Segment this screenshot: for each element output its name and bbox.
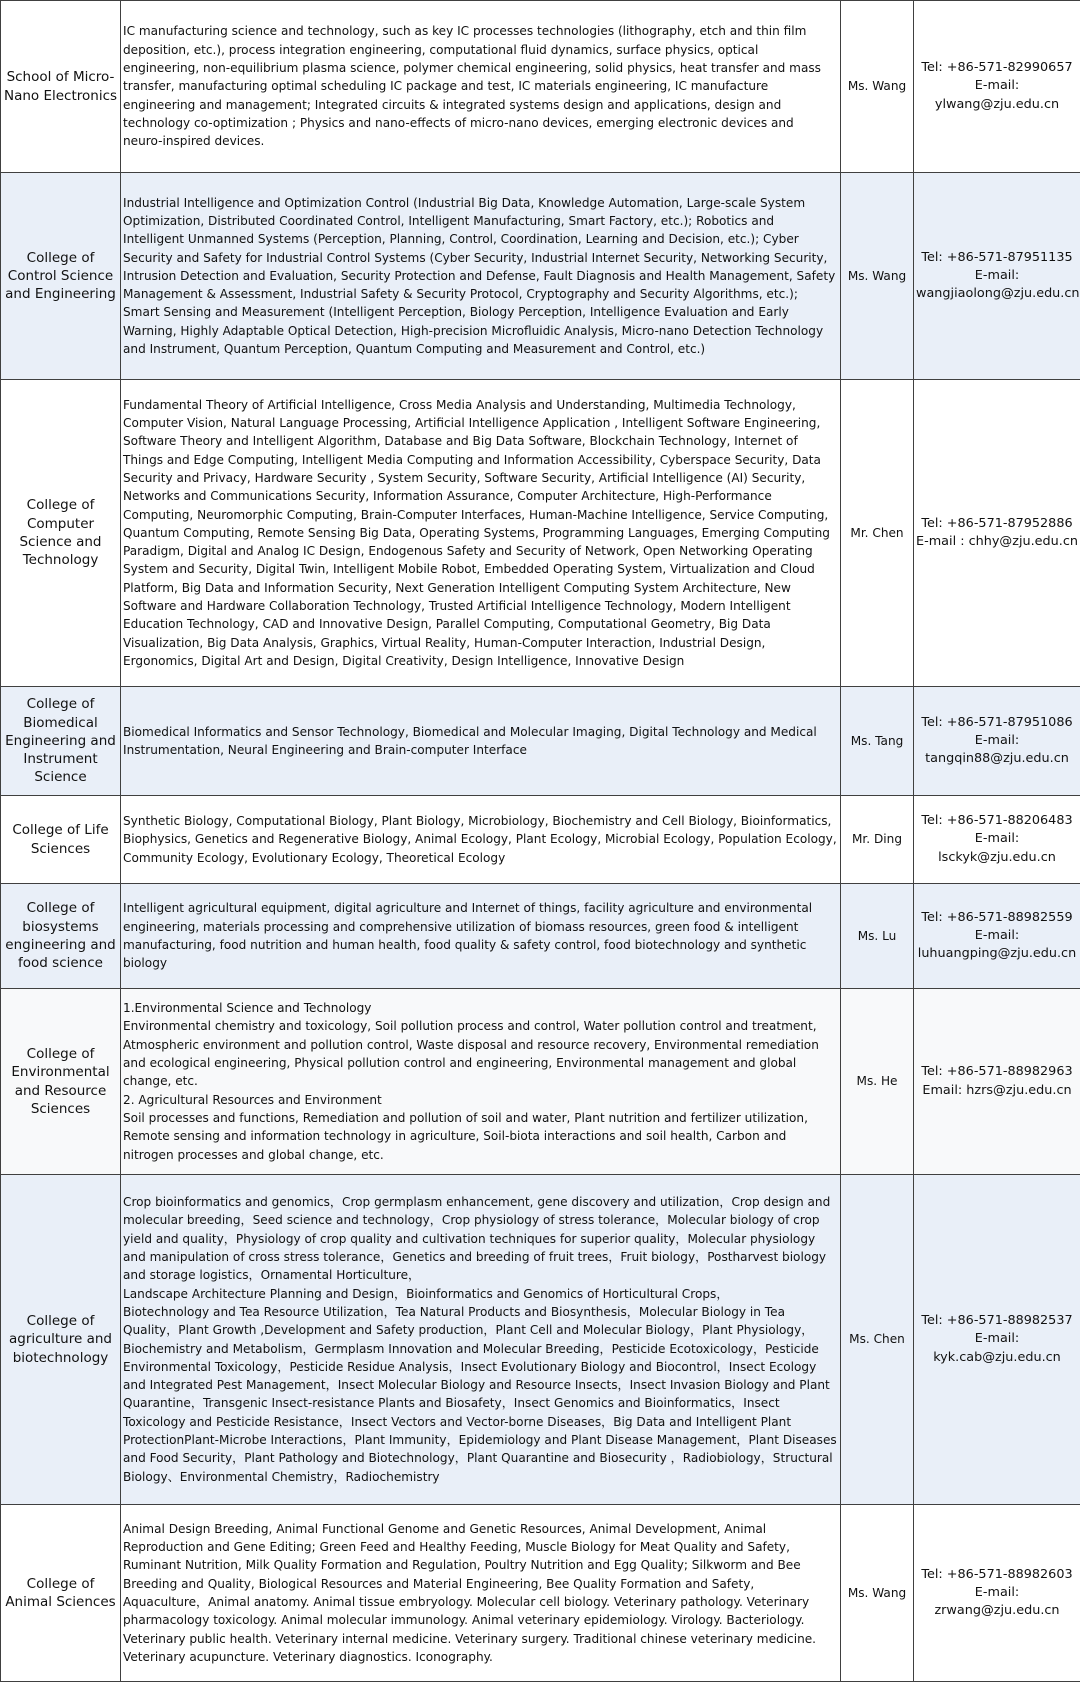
table-row — [1, 173, 1080, 380]
email-address[interactable]: lsckyk@zju.edu.cn — [938, 849, 1056, 865]
email-address[interactable]: kyk.cab@zju.edu.cn — [933, 1349, 1061, 1365]
email-address[interactable]: hzrs@zju.edu.cn — [966, 1082, 1072, 1098]
email-label: E-mail: — [974, 732, 1020, 748]
email-address[interactable]: zrwang@zju.edu.cn — [934, 1603, 1060, 1619]
research-text: Environmental chemistry and toxicology, Soil pollution process and control, Water pollution control and treatment, Atmospheric environment and pollution control, Waste disposal and resource recovery, Environmental remediation and ecological engineering, Physical pollution control and engineering, Environmental management and global change, etc. — [123, 1019, 819, 1089]
contact-info — [914, 1505, 1080, 1682]
contact-info — [914, 380, 1080, 687]
college-name: College of Control Science and Engineering — [1, 173, 121, 380]
email-address[interactable]: wangjiaolong@zju.edu.cn — [916, 286, 1080, 302]
research-directions: Intelligent agricultural equipment, digital agriculture and Internet of things, facility agriculture and environmental engineering, materials processing and comprehensive utilization of biomass resources, green food & intelligent manufacturing, food nutrition and human health, food quality & safety control, food biotechnology and synthetic biology — [121, 884, 841, 989]
email-address[interactable]: chhy@zju.edu.cn — [968, 534, 1078, 549]
email-address[interactable]: tangqin88@zju.edu.cn — [925, 751, 1069, 767]
research-heading: 2. Agricultural Resources and Environment — [123, 1092, 382, 1107]
email-address[interactable]: luhuangping@zju.edu.cn — [917, 946, 1077, 962]
contact-info — [914, 796, 1080, 884]
contact-person: Mr. Ding — [841, 796, 914, 884]
email-label: E-mail: — [974, 927, 1020, 943]
research-directions — [121, 1175, 841, 1505]
contact-person: Ms. Tang — [841, 687, 914, 796]
telephone: Tel: +86-571-87951135 — [921, 249, 1073, 265]
email-label: E-mail: — [974, 831, 1020, 847]
table-row — [1, 687, 1080, 796]
contact-info — [914, 884, 1080, 989]
table-row — [1, 796, 1080, 884]
research-text: Crop bioinformatics and genomics，Crop germplasm enhancement, gene discovery and utilization，Crop design and molecular breeding，Seed science and technology，Crop physiology of stress tolerance，Molecular biology of crop yield and quality，Physiology of crop quality and cultivation techniques for superior quality，Molecular physiology and manipulation of cross stress tolerance，Genetics and breeding of fruit trees，Fruit biology，Postharvest biology and storage logistics，Ornamental Horticulture， — [123, 1195, 831, 1283]
email-label: Email: — [922, 1082, 963, 1098]
contact-info — [914, 173, 1080, 380]
research-heading: 1.Environmental Science and Technology — [123, 1001, 372, 1016]
contact-person: Ms. Wang — [841, 1505, 914, 1682]
college-name: College of agriculture and biotechnology — [1, 1175, 121, 1505]
research-directions: Biomedical Informatics and Sensor Technology, Biomedical and Molecular Imaging, Digital Technology and Medical Instrumentation, Neural Engineering and Brain-computer Interface — [121, 687, 841, 796]
college-name: College of Environmental and Resource Sciences — [1, 989, 121, 1175]
college-name: College of Animal Sciences — [1, 1505, 121, 1682]
table-row — [1, 1, 1080, 173]
email-label: E-mail: — [974, 1584, 1020, 1600]
college-name: School of Micro-Nano Electronics — [1, 1, 121, 173]
research-text: Biotechnology and Tea Resource Utilization，Tea Natural Products and Biosynthesis，Molecular Biology in Tea Quality，Plant Growth ,Development and Safety production，Plant Cell and Molecular Biology，Plant Physiology，Biochemistry and Metabolism，Germplasm Innovation and Molecular Breeding，Pesticide Ecotoxicology，Pesticide Environmental Toxicology，Pesticide Residue Analysis，Insect Evolutionary Biology and Biocontrol，Insect Ecology and Integrated Pest Management，Insect Molecular Biology and Resource Insects，Insect Invasion Biology and Plant Quarantine，Transgenic Insect-resistance Plants and Biosafety，Insect Genomics and Bioinformatics，Insect Toxicology and Pesticide Resistance，Insect Vectors and Vector-borne Diseases，Big Data and Intelligent Plant ProtectionPlant-Microbe Interactions，Plant Immunity，Epidemiology and Plant Disease Management，Plant Diseases and Food Security，Plant Pathology and Biotechnology，Plant Quarantine and Biosecurity ，Radiobiology，Structural Biology、Environmental Chemistry，Radiochemistry — [123, 1304, 837, 1484]
research-directions: Fundamental Theory of Artificial Intelligence, Cross Media Analysis and Understanding, Multimedia Technology, Computer Vision, Natural Language Processing, Artificial Intelligence Application , Intelligent Software Engineering, Software Theory and Intelligent Algorithm, Database and Big Data Software, Blockchain Technology, Internet of Things and Edge Computing, Intelligent Media Computing and Information Accessibility, Cyberspace Security, Data Security and Privacy, Hardware Security , System Security, Software Security, Artificial Intelligence (AI) Security, Networks and Communications Security, Information Assurance, Computer Architecture, High-Performance Computing, Neuromorphic Computing, Brain-Computer Interfaces, Human-Machine Intelligence, Service Computing, Quantum Computing, Remote Sensing Big Data, Operating Systems, Programming Languages, Emerging Computing Paradigm, Digital and Analog IC Design, Endogenous Safety and Security of Network, Open Networking Operating System and Security, Digital Twin, Intelligent Mobile Robot, Embedded Operating System, Virtualization and Cloud Platform, Big Data and Information Security, Next Generation Intelligent Computing System Architecture, New Software and Hardware Collaboration Technology, Trusted Artificial Intelligence Technology, Modern Intelligent Education Technology, CAD and Innovative Design, Parallel Computing, Computational Geometry, Big Data Visualization, Big Data Analysis, Graphics, Virtual Reality, Human-Computer Interaction, Industrial Design, Ergonomics, Digital Art and Design, Digital Creativity, Design Intelligence, Innovative Design — [121, 380, 841, 687]
contact-info — [914, 687, 1080, 796]
telephone: Tel: +86-571-87952886 — [921, 515, 1073, 531]
telephone: Tel: +86-571-82990657 — [921, 60, 1073, 76]
contact-info — [914, 1, 1080, 173]
contact-person: Ms. Chen — [841, 1175, 914, 1505]
contact-person: Ms. Wang — [841, 1, 914, 173]
research-directions: Animal Design Breeding, Animal Functional Genome and Genetic Resources, Animal Development, Animal Reproduction and Gene Editing; Green Feed and Healthy Feeding, Muscle Biology for Meat Quality and Safety, Ruminant Nutrition, Milk Quality Formation and Regulation, Poultry Nutrition and Egg Quality; Silkworm and Bee Breeding and Quality, Biological Resources and Material Engineering, Bee Quality Formation and Safety, Aquaculture，Animal anatomy. Animal tissue embryology. Molecular cell biology. Veterinary pathology. Veterinary pharmacology toxicology. Animal molecular immunology. Animal veterinary epidemiology. Virology. Bacteriology. Veterinary public health. Veterinary internal medicine. Veterinary surgery. Traditional chinese veterinary medicine. Veterinary acupuncture. Veterinary diagnostics. Iconography. — [121, 1505, 841, 1682]
college-name: College of Biomedical Engineering and Instrument Science — [1, 687, 121, 796]
table-row — [1, 380, 1080, 687]
email-address[interactable]: ylwang@zju.edu.cn — [934, 96, 1060, 112]
college-name: College of biosystems engineering and food science — [1, 884, 121, 989]
research-directions: Industrial Intelligence and Optimization Control (Industrial Big Data, Knowledge Automation, Large-scale System Optimization, Distributed Coordinated Control, Intelligent Manufacturing, Smart Factory, etc.); Robotics and Intelligent Unmanned Systems (Perception, Planning, Control, Coordination, Learning and Decision, etc.); Cyber Security and Safety for Industrial Control Systems (Cyber Security, Industrial Internet Security, Networking Security, Intrusion Detection and Evaluation, Security Protection and Defense, Fault Diagnosis and Health Management, Safety Management & Assessment, Industrial Safety & Security Protocol, Cryptography and Security Algorithms, etc.); Smart Sensing and Measurement (Intelligent Perception, Biology Perception, Intelligence Evaluation and Early Warning, Highly Adaptable Optical Detection, High-precision Microfluidic Analysis, Micro-nano Detection Technology and Instrument, Quantum Perception, Quantum Computing and Measurement and Control, etc.) — [121, 173, 841, 380]
telephone: Tel: +86-571-88982559 — [921, 909, 1073, 925]
telephone: Tel: +86-571-88206483 — [921, 813, 1073, 829]
email-label: E-mail: — [974, 1331, 1020, 1347]
contact-info — [914, 989, 1080, 1175]
contact-person: Ms. Wang — [841, 173, 914, 380]
email-label: E-mail: — [974, 78, 1020, 94]
telephone: Tel: +86-571-88982603 — [921, 1566, 1073, 1582]
telephone: Tel: +86-571-88982537 — [921, 1313, 1073, 1329]
contact-person: Mr. Chen — [841, 380, 914, 687]
email-label: E-mail : — [916, 534, 965, 549]
table-row — [1, 989, 1080, 1175]
research-directions — [121, 989, 841, 1175]
telephone: Tel: +86-571-87951086 — [921, 714, 1073, 730]
table-row — [1, 884, 1080, 989]
college-name: College of Computer Science and Technology — [1, 380, 121, 687]
research-directions: Synthetic Biology, Computational Biology, Plant Biology, Microbiology, Biochemistry and Cell Biology, Bioinformatics, Biophysics, Genetics and Regenerative Biology, Animal Ecology, Plant Ecology, Microbial Ecology, Population Ecology, Community Ecology, Evolutionary Ecology, Theoretical Ecology — [121, 796, 841, 884]
contact-person: Ms. Lu — [841, 884, 914, 989]
research-text: Landscape Architecture Planning and Design，Bioinformatics and Genomics of Horticultural Crops， — [123, 1286, 729, 1301]
research-text: Soil processes and functions, Remediation and pollution of soil and water, Plant nutrition and fertilizer utilization, Remote sensing and information technology in agriculture, Soil-biota interactions and soil health, Carbon and nitrogen processes and global change, etc. — [123, 1110, 808, 1162]
telephone: Tel: +86-571-88982963 — [921, 1064, 1073, 1080]
research-directions: IC manufacturing science and technology, such as key IC processes technologies (lithography, etch and thin film deposition, etc.), process integration engineering, computational fluid dynamics, surface physics, optical engineering, non-equilibrium plasma science, polymer chemical engineering, solid physics, heat transfer and mass transfer, manufacturing optimal scheduling IC package and test, IC materials engineering, IC manufacture engineering and management; Integrated circuits & integrated systems design and applications, design and technology co-optimization ; Physics and nano-effects of micro-nano devices, emerging electronic devices and neuro-inspired devices. — [121, 1, 841, 173]
contact-info — [914, 1175, 1080, 1505]
email-label: E-mail: — [974, 267, 1020, 283]
table-row — [1, 1175, 1080, 1505]
contact-person: Ms. He — [841, 989, 914, 1175]
college-name: College of Life Sciences — [1, 796, 121, 884]
table-row — [1, 1505, 1080, 1682]
